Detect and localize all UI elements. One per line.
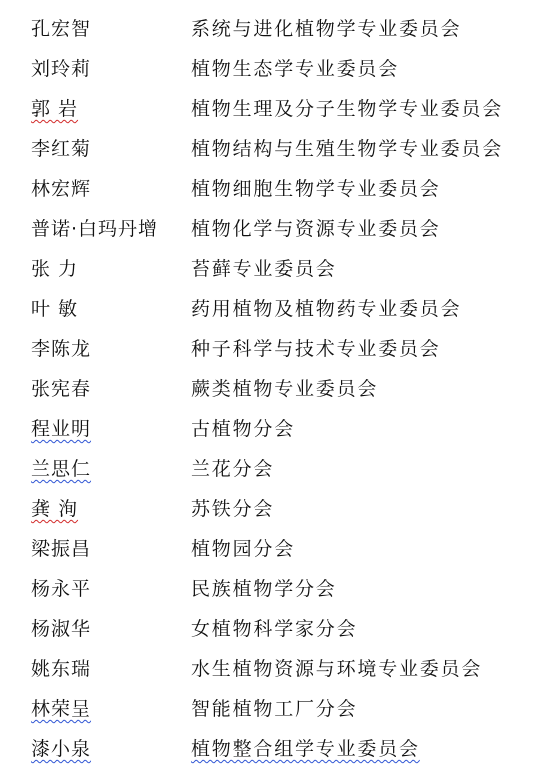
member-name: 程业明 — [31, 418, 92, 440]
member-name: 兰思仁 — [31, 458, 92, 480]
committee-name: 智能植物工厂分会 — [191, 698, 358, 720]
member-name: 张 力 — [31, 258, 79, 280]
list-item — [0, 46, 542, 86]
committee-name: 药用植物及植物药专业委员会 — [191, 298, 462, 320]
member-name: 林荣呈 — [31, 698, 92, 720]
member-name: 普诺·白玛丹增 — [31, 218, 159, 240]
committee-name: 苏铁分会 — [191, 498, 275, 520]
member-name: 刘玲莉 — [31, 58, 92, 80]
member-name: 郭 岩 — [31, 98, 79, 120]
list-item — [0, 166, 542, 206]
list-item — [0, 606, 542, 646]
list-item — [0, 726, 542, 766]
committee-name: 植物细胞生物学专业委员会 — [191, 178, 441, 200]
committee-name: 植物园分会 — [191, 538, 296, 560]
committee-name: 植物化学与资源专业委员会 — [191, 218, 441, 240]
member-name: 李红菊 — [31, 138, 92, 160]
member-name: 杨淑华 — [31, 618, 92, 640]
committee-name: 水生植物资源与环境专业委员会 — [191, 658, 483, 680]
list-item — [0, 686, 542, 726]
committee-name: 兰花分会 — [191, 458, 275, 480]
list-item — [0, 206, 542, 246]
list-item — [0, 646, 542, 686]
list-item — [0, 446, 542, 486]
committee-name: 女植物科学家分会 — [191, 618, 358, 640]
committee-name: 系统与进化植物学专业委员会 — [191, 18, 462, 40]
committee-name: 植物生理及分子生物学专业委员会 — [191, 98, 504, 120]
committee-name: 植物结构与生殖生物学专业委员会 — [191, 138, 504, 160]
member-name: 姚东瑞 — [31, 658, 92, 680]
list-item — [0, 86, 542, 126]
committee-name: 植物整合组学专业委员会 — [191, 738, 420, 760]
member-name: 孔宏智 — [31, 18, 92, 40]
list-item — [0, 286, 542, 326]
list-item — [0, 486, 542, 526]
member-name: 叶 敏 — [31, 298, 79, 320]
member-name: 龚 洵 — [31, 498, 79, 520]
list-item — [0, 126, 542, 166]
committee-name: 种子科学与技术专业委员会 — [191, 338, 441, 360]
list-item — [0, 566, 542, 606]
member-name: 梁振昌 — [31, 538, 92, 560]
committee-name: 植物生态学专业委员会 — [191, 58, 400, 80]
list-item — [0, 366, 542, 406]
committee-name: 蕨类植物专业委员会 — [191, 378, 379, 400]
member-name: 张宪春 — [31, 378, 92, 400]
list-item — [0, 6, 542, 46]
list-item — [0, 246, 542, 286]
member-name: 林宏辉 — [31, 178, 92, 200]
committee-name: 民族植物学分会 — [191, 578, 337, 600]
committee-name: 古植物分会 — [191, 418, 296, 440]
list-item — [0, 526, 542, 566]
committee-name: 苔藓专业委员会 — [191, 258, 337, 280]
member-name: 李陈龙 — [31, 338, 92, 360]
member-name: 漆小泉 — [31, 738, 92, 760]
member-name: 杨永平 — [31, 578, 92, 600]
list-item — [0, 406, 542, 446]
list-item — [0, 326, 542, 366]
